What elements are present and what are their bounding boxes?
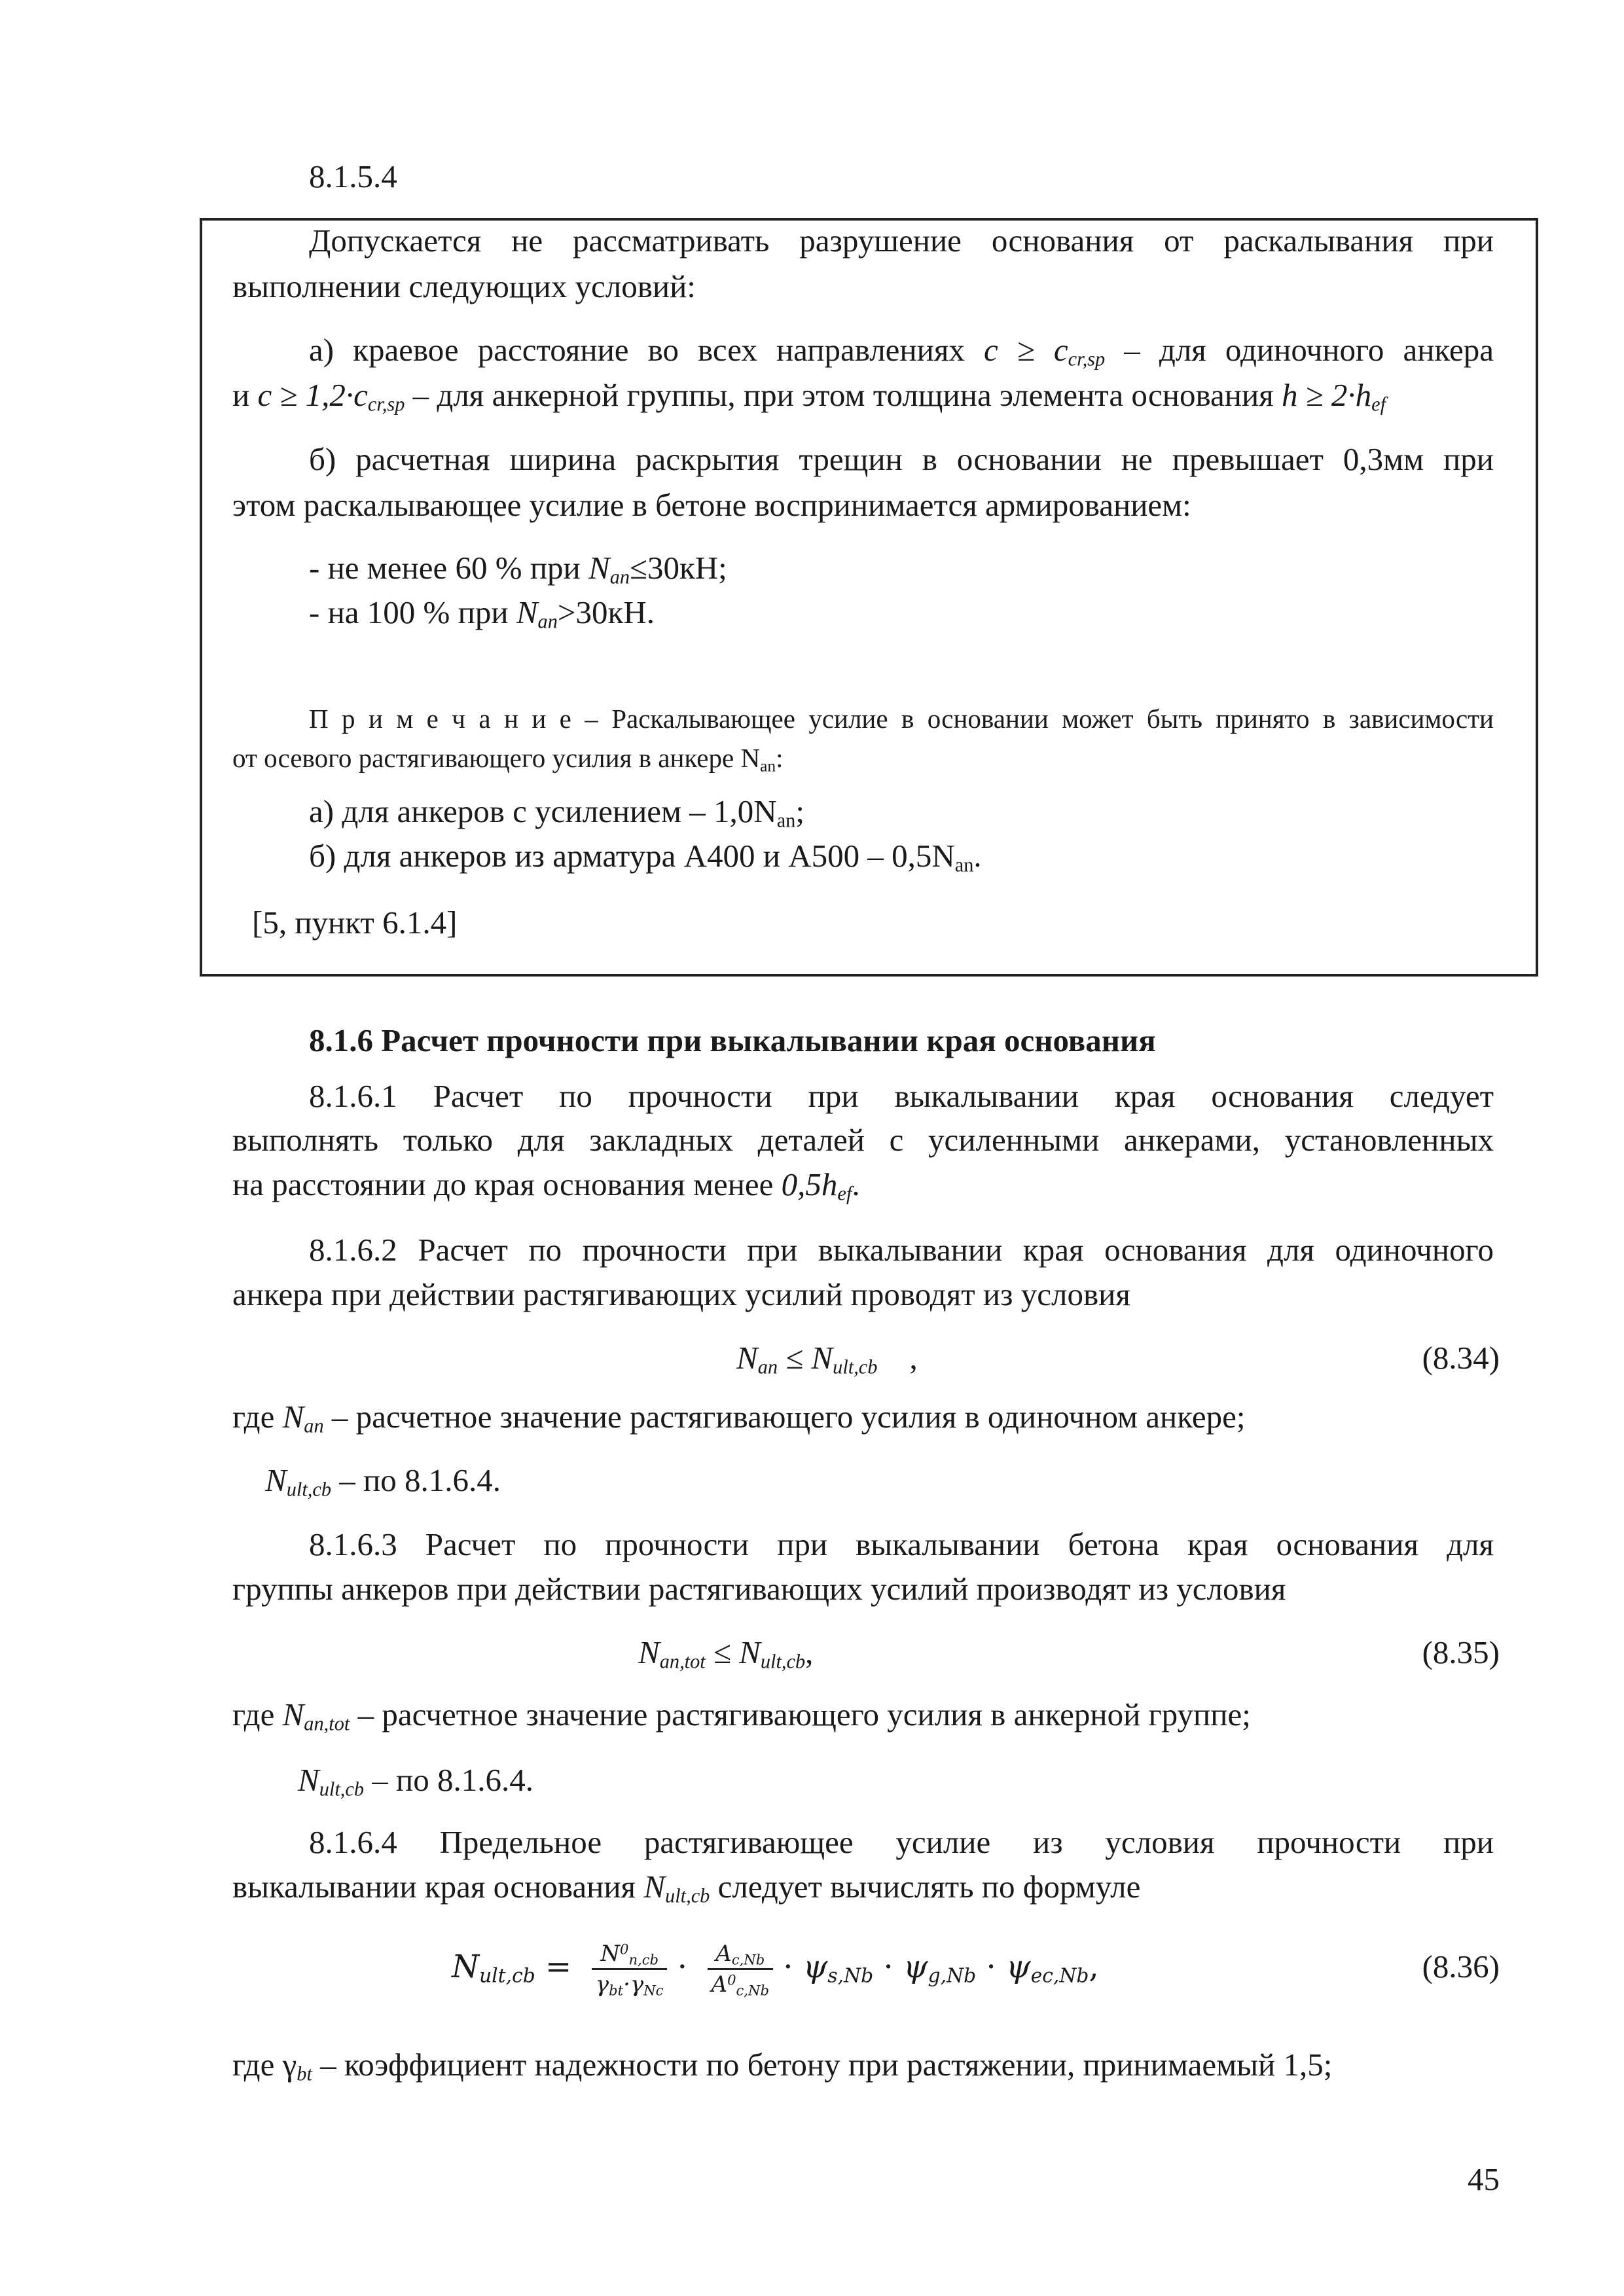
paragraph-8164-line-2: выкалывании края основания $N_{ult,cb}$ следует вычислять по формуле <box>232 1869 1141 1907</box>
paragraph-8163-line-2: группы анкеров при действии растягивающих усилий производят из условия <box>232 1571 1286 1607</box>
box-item-b-line-1: б) расчетная ширина раскрытия трещин в основании не превышает 0,3мм при <box>309 441 1494 477</box>
box-paragraph-1-line-2: выполнении следующих условий: <box>232 268 696 304</box>
paragraph-8164-line-1: 8.1.6.4 Предельное растягивающее усилие из условия прочности при <box>309 1824 1494 1860</box>
paragraph-8163-line-1: 8.1.6.3 Расчет по прочности при выкалывании бетона края основания для <box>309 1526 1494 1562</box>
box-paragraph-1-line-1: Допускается не рассматривать разрушение основания от раскалывания при <box>309 223 1494 259</box>
reference-8-35: $N_{ult,cb}$ – по 8.1.6.4. <box>298 1762 534 1801</box>
box-dash-item-2: - на 100 % при $N_{an}>30кН$. <box>309 594 655 633</box>
equation-8-34: $N_{an} \le N_{ult,cb}$ , <box>736 1340 918 1378</box>
box-item-b-line-2: этом раскалывающее усилие в бетоне воспринимается армированием: <box>232 487 1191 523</box>
equation-number-8-35: (8.35) <box>1422 1634 1500 1670</box>
box-note-line-2: от осевого растягивающего усилия в анкере $N_{an}$: <box>232 743 784 776</box>
paragraph-8161-line-1: 8.1.6.1 Расчет по прочности при выкалывании края основания следует <box>309 1078 1494 1114</box>
paragraph-8161-line-3: на расстоянии до края основания менее $0,5h_{ef}$. <box>232 1166 860 1205</box>
section-heading: 8.1.6 Расчет прочности при выкалывании края основания <box>309 1022 1156 1058</box>
equation-8-35: $N_{an,tot} \le N_{ult,cb}$, <box>638 1634 814 1673</box>
fraction-1: $\frac{N^0_{n,cb}}{\gamma_{bt}\cdot\gamma_{Nc}}$ <box>592 1939 668 1999</box>
box-note-line-1: П р и м е ч а н и е – Раскалывающее усилие в основании может быть принято в зависимости <box>309 704 1494 734</box>
box-item-a-line-2: и $c \ge 1,2\cdot c_{cr,sp}$ – для анкерной группы, при этом толщина элемента основания $h \ge 2\cdot h_{ef}$ <box>232 377 1386 416</box>
box-reference: [5, пункт 6.1.4] <box>252 905 458 941</box>
page-number: 45 <box>1468 2161 1500 2197</box>
box-item-a-line-1: а) краевое расстояние во всех направлениях $c \ge c_{cr,sp}$ – для одиночного анкера <box>309 332 1494 370</box>
paragraph-8162-line-1: 8.1.6.2 Расчет по прочности при выкалывании края основания для одиночного <box>309 1232 1494 1268</box>
equation-number-8-34: (8.34) <box>1422 1340 1500 1376</box>
equation-8-36: $N_{ult,cb}$ = $\frac{N^0_{n,cb}}{\gamma_{bt}\cdot\gamma_{Nc}}$ · $\frac{A_{c,Nb}}{A^0_{c,Nb}}$ · $\psi_{s,Nb} \cdot \psi_{g,Nb} \cdot \psi_{ec,Nb}$, <box>452 1941 1099 1999</box>
paragraph-8161-line-2: выполнять только для закладных деталей с усиленными анкерами, установленных <box>232 1122 1494 1158</box>
section-number: 8.1.5.4 <box>309 158 397 194</box>
equation-number-8-36: (8.36) <box>1422 1948 1500 1984</box>
note-label: П р и м е ч а н и е <box>309 704 571 734</box>
fraction-2: $\frac{A_{c,Nb}}{A^0_{c,Nb}}$ <box>708 1939 773 1999</box>
where-8-36: где $\gamma_{bt}$ – коэффициент надежности по бетону при растяжении, принимаемый 1,5; <box>232 2047 1333 2085</box>
box-note-item-a: а) для анкеров с усилением – $1,0N_{an}$; <box>309 793 804 832</box>
reference-8-34: $N_{ult,cb}$ – по 8.1.6.4. <box>265 1462 501 1501</box>
box-note-item-b: б) для анкеров из арматура А400 и $А500 - 0,5N_{an}$. <box>309 838 982 876</box>
paragraph-8162-line-2: анкера при действии растягивающих усилий проводят из условия <box>232 1276 1130 1312</box>
box-dash-item-1: - не менее 60 % при $N_{an}\le 30кН$; <box>309 550 727 588</box>
where-8-35: где $N_{an,tot}$ – расчетное значение растягивающего усилия в анкерной группе; <box>232 1696 1251 1735</box>
where-8-34: где $N_{an}$ – расчетное значение растягивающего усилия в одиночном анкере; <box>232 1399 1246 1437</box>
